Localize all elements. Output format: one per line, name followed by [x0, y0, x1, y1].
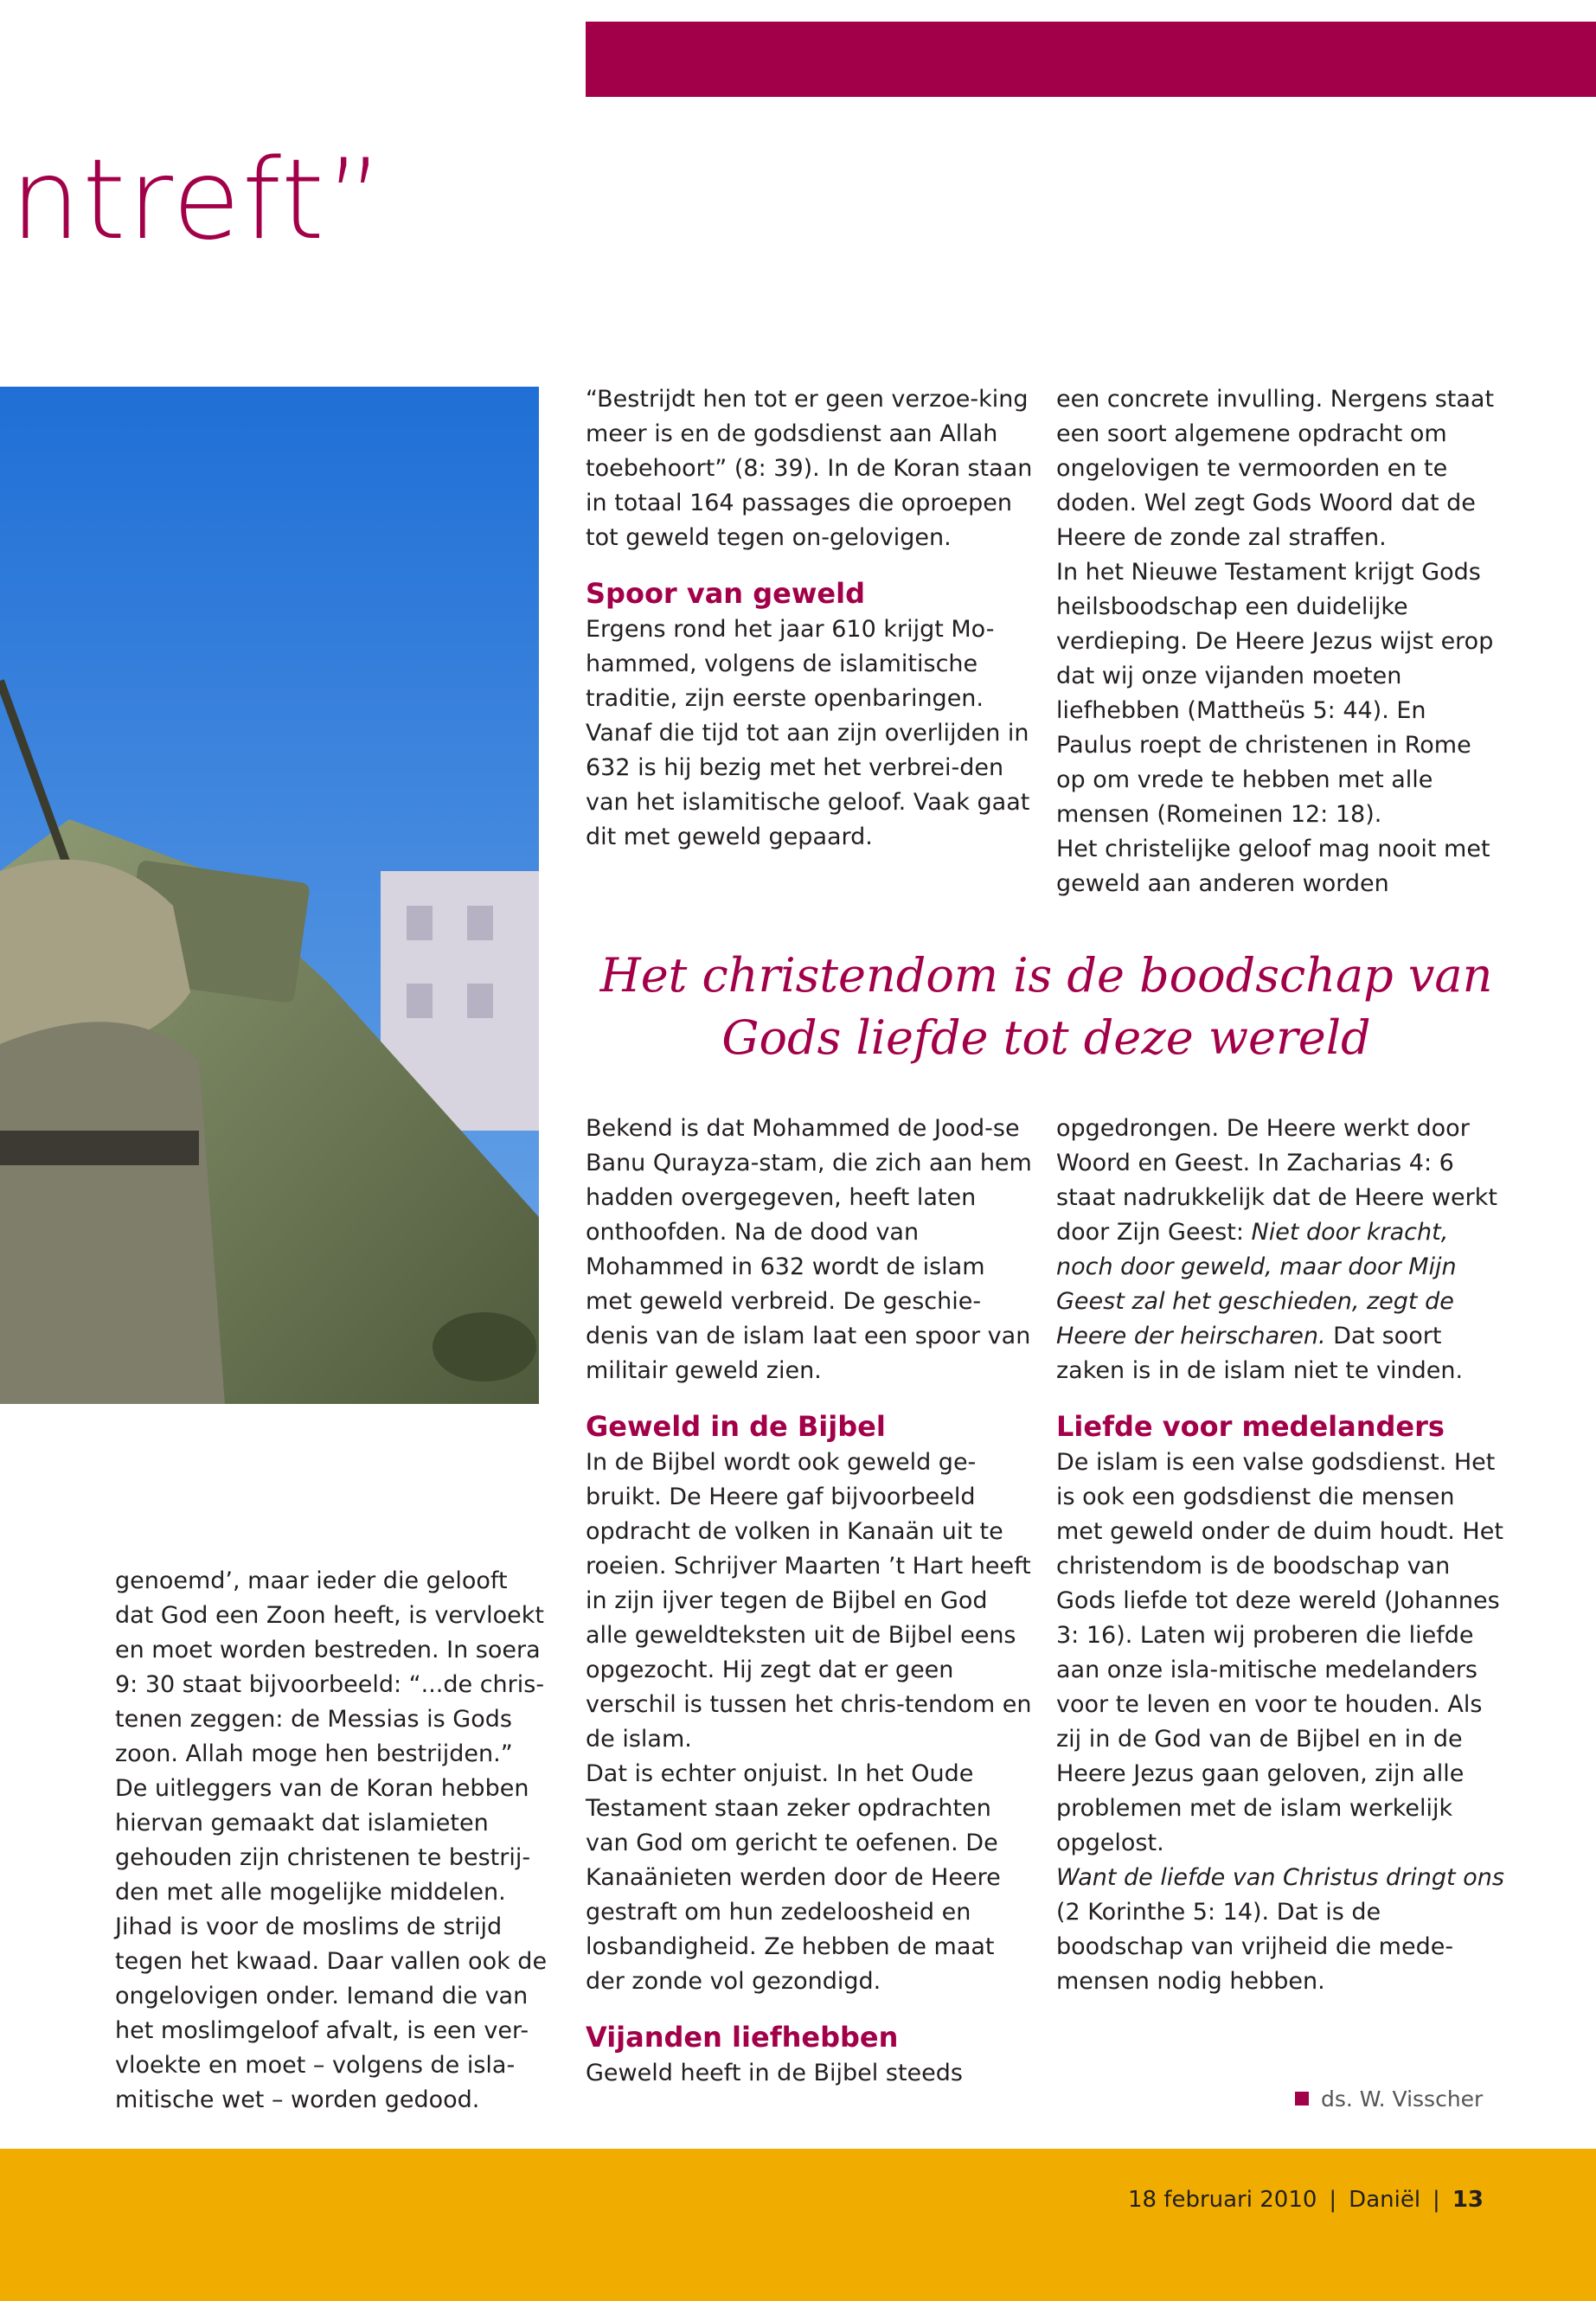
italic-quote: Want de liefde van Christus dringt ons — [1056, 1864, 1504, 1891]
text-run: opgedrongen. De Heere werkt door Woord en Geest. In Zacharias 4: 6 staat nadrukkelijk dat de Heere werkt door Zijn Geest: — [1056, 1115, 1497, 1246]
tank-soldier-illustration — [0, 387, 539, 1404]
paragraph: Het christelijke geloof mag nooit met geweld aan anderen worden — [1056, 836, 1490, 897]
paragraph — [1056, 1861, 1506, 1999]
upper-column-left — [586, 382, 1035, 855]
lower-column-middle — [586, 1112, 1035, 2091]
separator: | — [1433, 2187, 1440, 2213]
paragraph: Geweld heeft in de Bijbel steeds — [586, 2060, 963, 2086]
paragraph: “Bestrijdt hen tot er geen verzoe-king meer is en de godsdienst aan Allah toebehoort” (8: 39). In de Koran staan in totaal 164 passages die oproepen tot geweld tegen on-gelovigen. — [586, 386, 1033, 551]
text-run: (2 Korinthe 5: 14). Dat is de boodschap van vrijheid die mede-mensen nodig hebben. — [1056, 1899, 1454, 1995]
footer-line — [1128, 2187, 1484, 2213]
lower-column-right — [1056, 1112, 1506, 1999]
footer-band — [0, 2149, 1596, 2301]
paragraph: Bekend is dat Mohammed de Jood-se Banu Qurayza-stam, die zich aan hem hadden overgegeven, heeft laten onthoofden. Na de dood van Mohammed in 632 wordt de islam met geweld verbreid. De geschie-denis van de islam laat een spoor van militair geweld zien. — [586, 1115, 1032, 1384]
italic-quote: Niet door kracht, noch door geweld, maar door Mijn Geest zal het geschieden, zegt de Heere der heirscharen. — [1056, 1219, 1457, 1349]
paragraph: genoemd’, maar ieder die gelooft dat God een Zoon heeft, is vervloekt en moet worden bestreden. In soera 9: 30 staat bijvoorbeeld: “...de chris-tenen zeggen: de Messias is Gods zoon. Allah moge hen bestrijden.” De uitleggers van de Koran hebben hiervan gemaakt dat islamieten gehouden zijn christenen te bestrij-den met alle mogelijke middelen. Jihad is voor de moslims de strijd tegen het kwaad. Daar vallen ook de ongelovigen onder. Iemand die van het moslimgeloof afvalt, is een ver-vloekte en moet – volgens de isla-mitische wet – worden gedood. — [115, 1567, 548, 2113]
page-number: 13 — [1452, 2187, 1484, 2213]
subheading-geweld-in-de-bijbel: Geweld in de Bijbel — [586, 1410, 886, 1443]
paragraph: Dat is echter onjuist. In het Oude Testament staan zeker opdrachten van God om gericht te oefenen. De Kanaänieten werden door de Heere gestraft om hun zedeloosheid en losbandigheid. Ze hebben de maat der zonde vol gezondigd. — [586, 1760, 1001, 1995]
upper-column-right — [1056, 382, 1506, 901]
author-credit — [1295, 2086, 1483, 2112]
separator: | — [1329, 2187, 1337, 2213]
paragraph: een concrete invulling. Nergens staat een soort algemene opdracht om ongelovigen te vermoorden en te doden. Wel zegt Gods Woord dat de Heere de zonde zal straffen. — [1056, 386, 1495, 551]
square-bullet-icon — [1295, 2092, 1309, 2106]
headline-fragment: ntreft” — [10, 136, 386, 265]
article-photo — [0, 387, 539, 1404]
subheading-vijanden-liefhebben: Vijanden liefhebben — [586, 2021, 899, 2054]
author-name: ds. W. Visscher — [1321, 2086, 1484, 2112]
paragraph: Ergens rond het jaar 610 krijgt Mo-hammed, volgens de islamitische traditie, zijn eerste openbaringen. Vanaf die tijd tot aan zijn overlijden in 632 is hij bezig met het verbrei-den van het islamitische geloof. Vaak gaat dit met geweld gepaard. — [586, 616, 1030, 850]
issue-date: 18 februari 2010 — [1127, 2187, 1317, 2213]
subheading-liefde-voor-medelanders: Liefde voor medelanders — [1056, 1410, 1445, 1443]
paragraph: In de Bijbel wordt ook geweld ge-bruikt. De Heere gaf bijvoorbeeld opdracht de volken in Kanaän uit te roeien. Schrijver Maarten ’t Hart heeft in zijn ijver tegen de Bijbel en God alle geweldteksten uit de Bijbel eens opgezocht. Hij zegt dat er geen verschil is tussen het chris-tendom en de islam. — [586, 1449, 1032, 1753]
magazine-name: Daniël — [1349, 2187, 1421, 2213]
text-run: Dat soort zaken is in de islam niet te vinden. — [1056, 1323, 1464, 1384]
pull-quote-line: Gods liefde tot deze wereld — [721, 1010, 1371, 1065]
top-accent-bar — [586, 22, 1596, 97]
pull-quote-line: Het christendom is de boodschap van — [599, 948, 1493, 1003]
paragraph — [1056, 1112, 1506, 1388]
subheading-spoor-van-geweld: Spoor van geweld — [586, 577, 865, 610]
lower-column-left — [115, 1564, 548, 2118]
paragraph: De islam is een valse godsdienst. Het is ook een godsdienst die mensen met geweld onder de duim houdt. Het christendom is de boodschap van Gods liefde tot deze wereld (Johannes 3: 16). Laten wij proberen die liefde aan onze isla-mitische medelanders voor te leven en voor te houden. Als zij in de God van de Bijbel en in de Heere Jezus gaan geloven, zijn alle problemen met de islam werkelijk opgelost. — [1056, 1449, 1503, 1856]
pull-quote — [586, 945, 1507, 1069]
paragraph: In het Nieuwe Testament krijgt Gods heilsboodschap een duidelijke verdieping. De Heere Jezus wijst erop dat wij onze vijanden moeten liefhebben (Mattheüs 5: 44). En Paulus roept de christenen in Rome op om vrede te hebben met alle mensen (Romeinen 12: 18). — [1056, 559, 1494, 828]
